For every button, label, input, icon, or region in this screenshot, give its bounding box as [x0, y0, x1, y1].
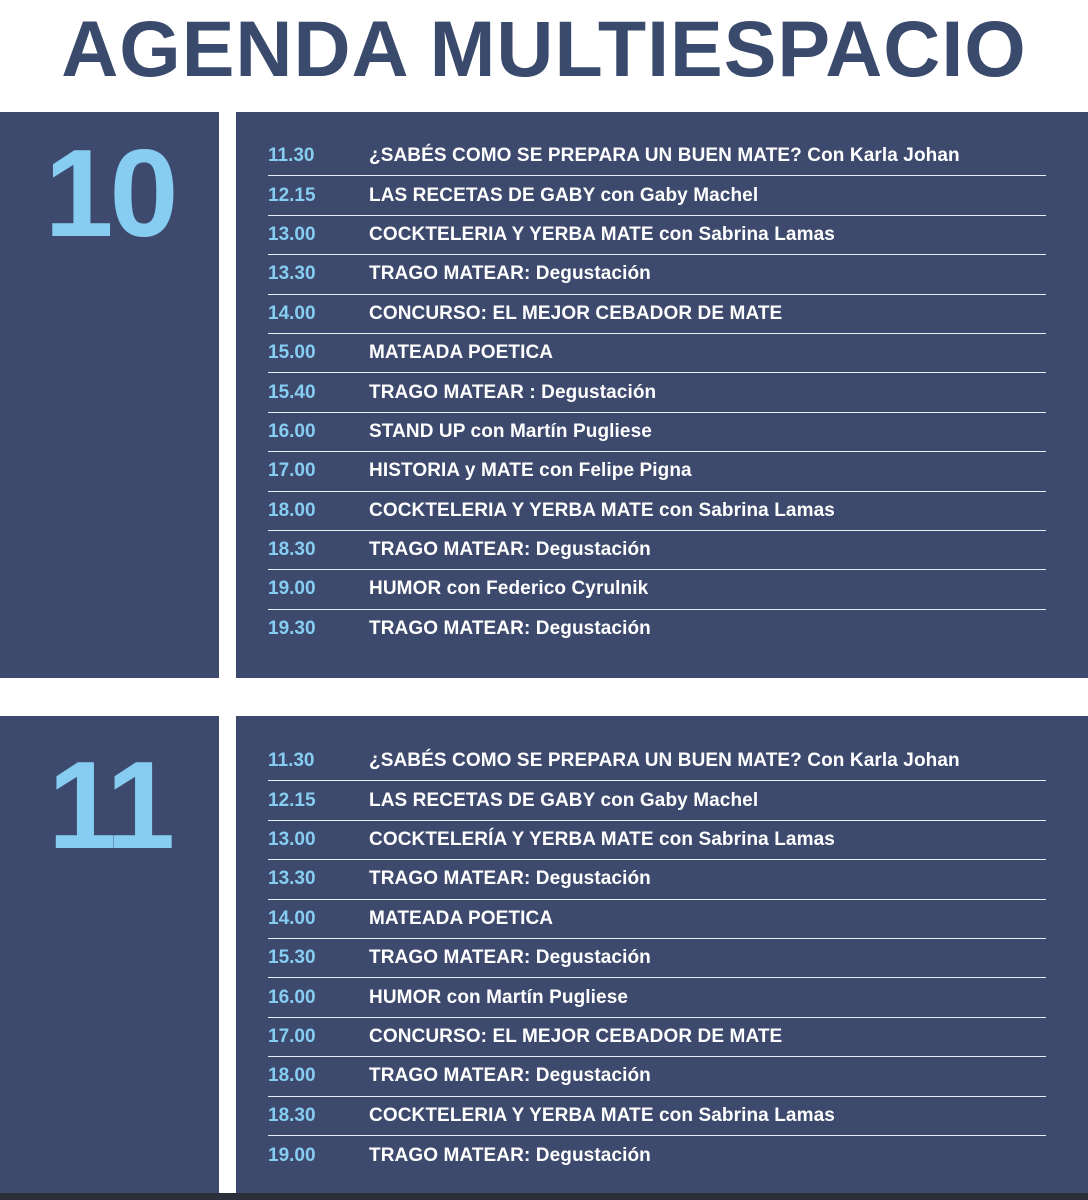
schedule-row — [268, 216, 1046, 255]
event-title: TRAGO MATEAR: Degustación — [369, 1144, 651, 1166]
event-title: MATEADA POETICA — [369, 907, 554, 929]
event-time: 14.00 — [268, 302, 316, 324]
event-time: 15.00 — [268, 342, 316, 364]
event-time: 13.00 — [268, 223, 316, 245]
day-number-panel — [0, 112, 219, 678]
event-title: COCKTELERIA Y YERBA MATE con Sabrina Lamas — [369, 1104, 835, 1126]
bottom-edge-strip — [0, 1193, 1088, 1200]
event-title: TRAGO MATEAR: Degustación — [369, 947, 651, 969]
schedule-row — [268, 1057, 1046, 1096]
day-number-panel — [0, 716, 219, 1200]
schedule-list — [268, 742, 1046, 1175]
event-title: TRAGO MATEAR: Degustación — [369, 539, 651, 561]
day-number: 10 — [44, 125, 175, 263]
event-title: LAS RECETAS DE GABY con Gaby Machel — [369, 184, 759, 206]
event-title: STAND UP con Martín Pugliese — [369, 420, 652, 442]
day-number: 11 — [47, 737, 172, 875]
event-title: TRAGO MATEAR: Degustación — [369, 618, 651, 640]
schedule-row — [268, 531, 1046, 570]
event-title: HUMOR con Martín Pugliese — [369, 986, 629, 1008]
event-time: 13.00 — [268, 828, 316, 850]
event-time: 15.30 — [268, 947, 316, 969]
event-title: CONCURSO: EL MEJOR CEBADOR DE MATE — [369, 1025, 783, 1047]
event-title: COCKTELERIA Y YERBA MATE con Sabrina Lamas — [369, 223, 835, 245]
event-time: 18.30 — [268, 539, 316, 561]
schedule-row — [268, 255, 1046, 294]
event-title: COCKTELERIA Y YERBA MATE con Sabrina Lamas — [369, 499, 835, 521]
schedule-row — [268, 137, 1046, 176]
event-time: 11.30 — [268, 145, 315, 167]
event-time: 19.30 — [268, 618, 316, 640]
schedule-row — [268, 334, 1046, 373]
event-time: 14.00 — [268, 907, 316, 929]
schedule-panel — [236, 716, 1088, 1200]
schedule-row — [268, 1097, 1046, 1136]
schedule-row — [268, 452, 1046, 491]
event-time: 11.30 — [268, 750, 315, 772]
event-time: 12.15 — [268, 184, 316, 206]
schedule-row — [268, 295, 1046, 334]
schedule-row — [268, 570, 1046, 609]
event-time: 19.00 — [268, 1144, 316, 1166]
schedule-row — [268, 413, 1046, 452]
schedule-row — [268, 860, 1046, 899]
event-title: ¿SABÉS COMO SE PREPARA UN BUEN MATE? Con Karla Johan — [369, 145, 960, 167]
schedule-row — [268, 781, 1046, 820]
event-title: TRAGO MATEAR : Degustación — [369, 381, 657, 403]
event-time: 13.30 — [268, 263, 316, 285]
event-time: 13.30 — [268, 868, 316, 890]
event-title: TRAGO MATEAR: Degustación — [369, 263, 651, 285]
event-time: 12.15 — [268, 789, 316, 811]
event-title: MATEADA POETICA — [369, 342, 554, 364]
event-time: 18.00 — [268, 1065, 316, 1087]
schedule-row — [268, 610, 1046, 649]
event-title: TRAGO MATEAR: Degustación — [369, 1065, 651, 1087]
event-time: 17.00 — [268, 1025, 316, 1047]
event-title: TRAGO MATEAR: Degustación — [369, 868, 651, 890]
event-time: 16.00 — [268, 420, 316, 442]
event-title: HUMOR con Federico Cyrulnik — [369, 578, 649, 600]
schedule-row — [268, 176, 1046, 215]
event-title: LAS RECETAS DE GABY con Gaby Machel — [369, 789, 759, 811]
schedule-row — [268, 1136, 1046, 1175]
schedule-row — [268, 742, 1046, 781]
schedule-row — [268, 492, 1046, 531]
event-time: 16.00 — [268, 986, 316, 1008]
schedule-row — [268, 978, 1046, 1017]
event-time: 18.00 — [268, 499, 316, 521]
schedule-row — [268, 821, 1046, 860]
event-time: 19.00 — [268, 578, 316, 600]
schedule-panel — [236, 112, 1088, 678]
event-title: COCKTELERÍA Y YERBA MATE con Sabrina Lamas — [369, 828, 835, 850]
event-time: 18.30 — [268, 1104, 316, 1126]
schedule-row — [268, 1018, 1046, 1057]
schedule-list — [268, 137, 1046, 649]
schedule-row — [268, 373, 1046, 412]
schedule-row — [268, 900, 1046, 939]
schedule-row — [268, 939, 1046, 978]
event-title: HISTORIA y MATE con Felipe Pigna — [369, 460, 692, 482]
page-title: AGENDA MULTIESPACIO — [61, 4, 1027, 93]
event-title: CONCURSO: EL MEJOR CEBADOR DE MATE — [369, 302, 783, 324]
event-time: 15.40 — [268, 381, 316, 403]
event-time: 17.00 — [268, 460, 316, 482]
event-title: ¿SABÉS COMO SE PREPARA UN BUEN MATE? Con Karla Johan — [369, 750, 960, 772]
